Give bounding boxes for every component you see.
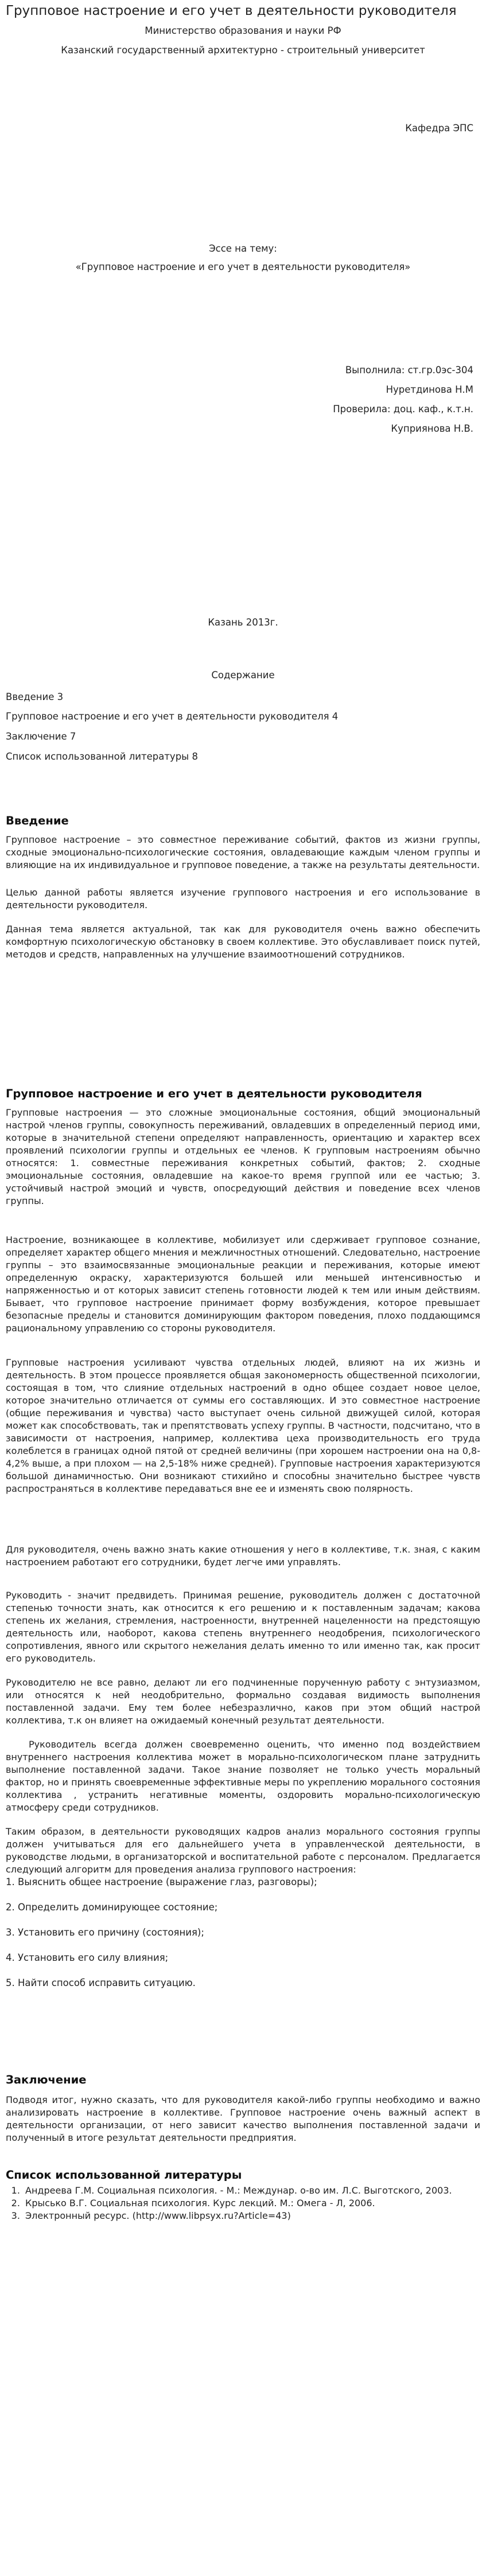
main-text: Групповые настроения усиливают чувства отдельных людей, влияют на их жизнь и деятельность. В этом процессе проявляется общая закономерность общественной психологии, состоящая в том, что слияние отдельных настроений в одно общее создает новое целое, которое значительно отличается от суммы его составляющих. И это совместное настроение (общие переживания и чувства) часто выступает очень сильной движущей силой, которая может как способствовать, так и препятствовать успеху группы. В частности, подсчитано, что в зависимости от настроения, например, коллектива цеха производительность его труда колеблется в границах одной пятой от средней величины (при хорошем настроении она на 0,8-4,2% выше, а при плохом — на 2,5-18% ниже средней). Групповые настроения характеризуются большой динамичностью. Они возникают стихийно и способны значительно быстрее чувств распространяться в коллективе передаваться вне ее и изменять свою полярность. (6, 1357, 480, 1494)
references-list (6, 2184, 486, 2222)
conclusion-heading: Заключение (6, 2073, 87, 2086)
toc-item[interactable]: Введение 3 (6, 691, 64, 702)
intro-text: Целью данной работы является изучение группового настроения и его использование в деятельности руководителя. (6, 887, 480, 910)
essay-label: Эссе на тему: (209, 243, 277, 254)
toc-heading: Содержание (211, 670, 275, 681)
main-text: Руководить - значит предвидеть. Принимая решение, руководитель должен с достаточной степенью точности знать, как относится к его решению и к поставленным задачам; какова степень их желания, стремления, настроенности, внутренней нацеленности на предстоящую деятельность или, наоборот, какова степень внутреннего неодобрения, психологического сопротивления, явного или скрытого нежелания делать именно то или именно так, как просит его руководитель. (6, 1590, 480, 1664)
main-paragraph (6, 1738, 480, 1814)
algorithm-step: 2. Определить доминирующее состояние; (6, 1902, 218, 1913)
intro-heading: Введение (6, 814, 69, 827)
main-paragraph (6, 1107, 480, 1207)
city-year: Казань 2013г. (208, 617, 278, 628)
document-title: Групповое настроение и его учет в деятельности руководителя (6, 3, 457, 18)
intro-text: Групповое настроение – это совместное переживание событий, фактов из жизни группы, сходные эмоционально-психологические состояния, овладевающие каждым членом группы и влияющие на их индивидуальное и групповое поведение, а также на результаты деятельности. (6, 834, 480, 870)
main-paragraph (6, 1589, 480, 1665)
main-paragraph (6, 1357, 480, 1495)
intro-paragraph (6, 834, 480, 871)
main-paragraph (6, 1826, 480, 1876)
university-line: Казанский государственный архитектурно - строительный университет (61, 45, 425, 56)
conclusion-paragraph (6, 2094, 480, 2144)
intro-paragraph (6, 886, 480, 912)
toc-item[interactable]: Список использованной литературы 8 (6, 751, 198, 762)
algorithm-steps (6, 1876, 480, 2002)
reference-item[interactable]: 3. Электронный ресурс. (http://www.libpsyx.ru?Article=43) (23, 2210, 486, 2222)
reference-item: 2. Крысько В.Г. Социальная психология. Курс лекций. М.: Омега - Л, 2006. (23, 2197, 486, 2210)
reference-item: 1. Андреева Г.М. Социальная психология. - М.: Междунар. о-во им. Л.С. Выготского, 2003. (23, 2184, 486, 2197)
main-heading: Групповое настроение и его учет в деятельности руководителя (6, 1087, 422, 1100)
toc-item[interactable]: Групповое настроение и его учет в деятельности руководителя 4 (6, 711, 339, 722)
conclusion-text: Подводя итог, нужно сказать, что для руководителя какой-либо группы необходимо и важно анализировать настроение в коллективе. Групповое настроение очень важный аспект в деятельности организации, от него зависит качество выполнения поставленной задачи и полученный в итоге результат деятельности предприятия. (6, 2094, 480, 2143)
main-text: Групповые настроения — это сложные эмоциональные состояния, общий эмоциональный настрой членов группы, совокупность переживаний, овладевших в определенный период ими, которые в значительной степени определяют направленность, ориентацию и характер всех проявлений психологии группы и отдельных ее членов. К групповым настроениям обычно относятся: 1. совместные переживания конкретных событий, фактов; 2. сходные эмоциональные состояния, овладевшие на какое-то время группой или ее частью; 3. устойчивый настрой эмоций и чувств, опосредующий действия и поведение всех членов группы. (6, 1107, 480, 1206)
main-text: Для руководителя, очень важно знать какие отношения у него в коллективе, т.к. зная, с каким настроением работают его сотрудники, будет легче ими управлять. (6, 1544, 480, 1568)
main-text: Настроение, возникающее в коллективе, мобилизует или сдерживает групповое сознание, определяет характер общего мнения и межличностных отношений. Следовательно, настроение группы – это взаимосвязанные эмоциональные реакции и переживания, которые имеют определенную окраску, характеризуются большей или меньшей интенсивностью и напряженностью и от которых зависит степень готовности людей к тем или иным действиям. Бывает, что групповое настроение принимает форму возбуждения, которое превышает безопасные пределы и становится доминирующим фактором поведения, плохо поддающимся рациональному управлению со стороны руководителя. (6, 1234, 480, 1334)
algorithm-step: 3. Установить его причину (состояния); (6, 1927, 204, 1938)
main-paragraph (6, 1543, 480, 1569)
main-text: Руководитель всегда должен своевременно оценить, что именно под воздействием внутреннего настроения коллектива может в морально-психологическом плане затруднить выполнение поставленной задачи. Такое знание позволяет не только учесть моральный фактор, но и принять своевременные эффективные меры по укреплению морального состояния коллектива , устранить негативные моменты, оздоровить морально-психологическую атмосферу среди сотрудников. (6, 1739, 480, 1813)
ministry-line: Министерство образования и науки РФ (145, 25, 341, 36)
essay-topic: «Групповое настроение и его учет в деятельности руководителя» (75, 261, 411, 272)
algorithm-step: 1. Выяснить общее настроение (выражение глаз, разговоры); (6, 1877, 317, 1887)
main-paragraph (6, 1676, 480, 1727)
intro-text: Данная тема является актуальной, так как для руководителя очень важно обеспечить комфортную психологическую обстановку в своем коллективе. Это обуславливает поиск путей, методов и средств, направленных на улучшение взаимоотношений сотрудников. (6, 924, 480, 960)
algorithm-step: 5. Найти способ исправить ситуацию. (6, 1977, 196, 1988)
department-line: Кафедра ЭПС (405, 123, 473, 134)
toc-item[interactable]: Заключение 7 (6, 731, 76, 742)
checked-by: Проверила: доц. каф., к.т.н. (333, 404, 473, 415)
main-paragraph (6, 1234, 480, 1335)
performed-by: Выполнила: ст.гр.0эс-304 (345, 365, 473, 376)
intro-paragraph (6, 923, 480, 961)
references-heading: Список использованной литературы (6, 2168, 242, 2182)
supervisor-name: Куприянова Н.В. (391, 423, 473, 434)
main-text: Таким образом, в деятельности руководящих кадров анализ морального состояния группы должен учитываться для его дальнейшего учета в управленческой деятельности, в руководстве людьми, в организаторской и воспитательной работе с персоналом. Предлагается следующий алгоритм для проведения анализа группового настроения: (6, 1826, 480, 1875)
algorithm-step: 4. Установить его силу влияния; (6, 1952, 169, 1963)
student-name: Нуретдинова Н.М (386, 384, 473, 395)
main-text: Руководителю не все равно, делают ли его подчиненные порученную работу с энтузиазмом, или относятся к ней неодобрительно, формально создавая видимость выполнения поставленной задачи. Ему тем более небезразлично, каков при этом общий настрой коллектива, т.к он влияет на ожидаемый конечный результат деятельности. (6, 1677, 480, 1726)
